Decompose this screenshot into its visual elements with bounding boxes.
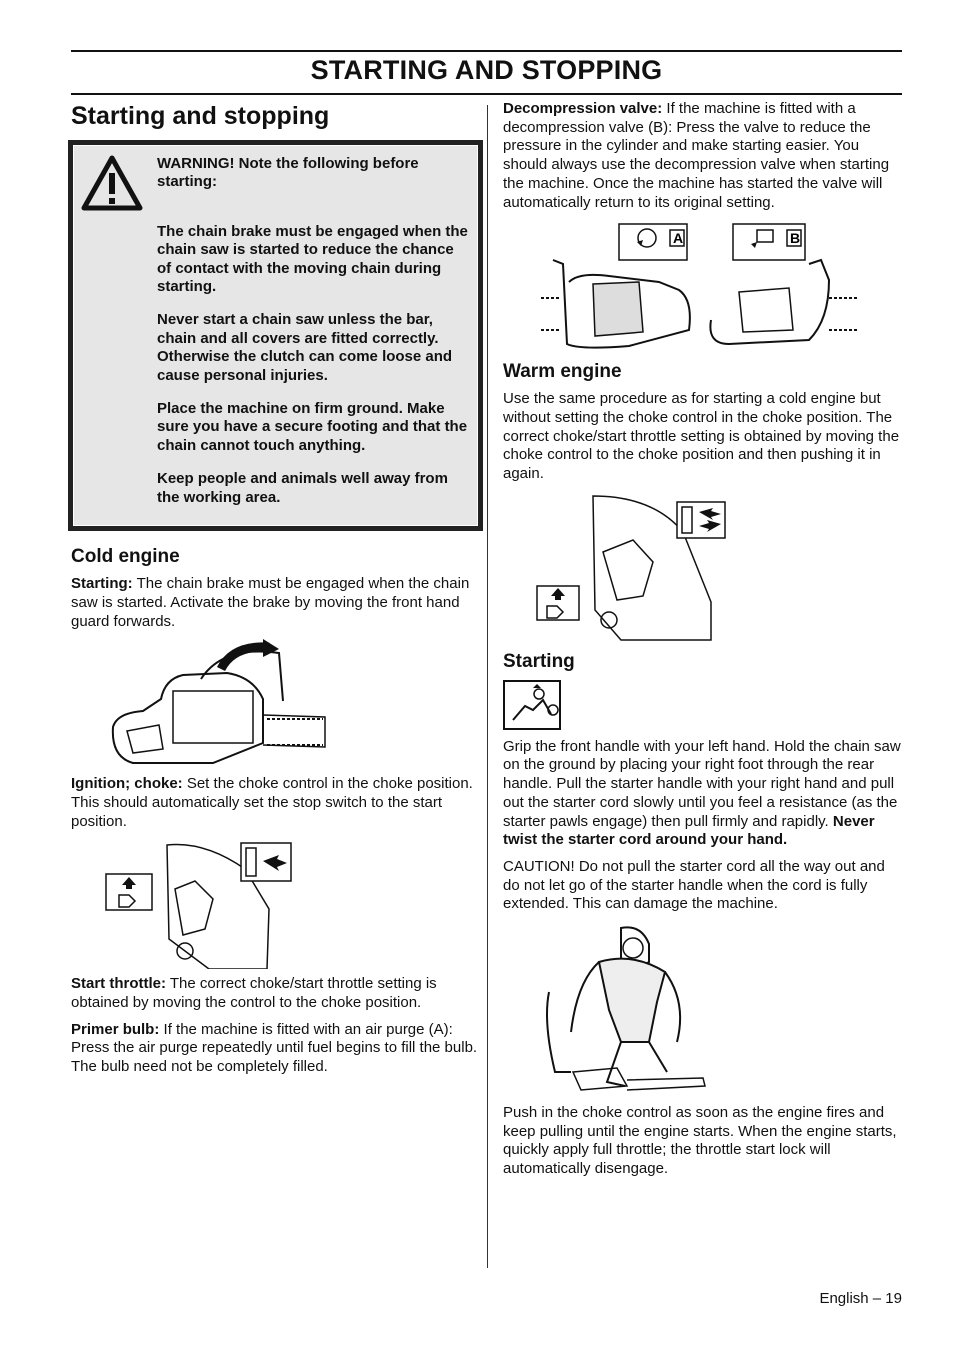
column-divider bbox=[487, 105, 488, 1268]
warning-box bbox=[68, 140, 483, 531]
operator-starting-illustration bbox=[537, 922, 717, 1098]
read-manual-symbol bbox=[503, 680, 563, 732]
choke-illustration bbox=[105, 839, 305, 969]
section-title: Starting and stopping bbox=[71, 102, 330, 130]
header-rule-bottom bbox=[71, 93, 902, 95]
final-paragraph: Push in the choke control as soon as the engine fires and keep pulling until the engine starts. When the engine starts, quickly apply full throttle; the throttle start lock will automatically disengage. bbox=[503, 1104, 897, 1178]
cold-ignition-paragraph: Ignition; choke: Set the choke control in the choke position. This should automatically set the stop switch to the start position. bbox=[71, 775, 473, 830]
warm-engine-title: Warm engine bbox=[503, 361, 622, 383]
warning-triangle-icon bbox=[81, 155, 143, 211]
chainsaw-icon bbox=[113, 673, 263, 763]
warning-paragraph-4: Keep people and animals well away from the working area. bbox=[157, 470, 448, 506]
starting-paragraph: Grip the front handle with your left hand. Hold the chain saw on the ground by placing your right foot through the rear handle. Pull the starter handle with your right hand and pull out the starter cord slowly until you feel a resistance (as the starter pawls engage) then pull firmly and rapidly. Never twist the starter cord around your hand. bbox=[503, 737, 901, 849]
callout-b: B bbox=[790, 230, 801, 247]
starting-title: Starting bbox=[503, 650, 575, 672]
warning-paragraph-2: Never start a chain saw unless the bar, chain and all covers are fitted correctly. Otherwise the clutch can come loose and cause personal injuries. bbox=[157, 311, 453, 384]
caution-paragraph: CAUTION! Do not pull the starter cord all the way out and do not let go of the starter handle when the cord is fully extended. This can damage the machine. bbox=[503, 857, 885, 913]
decompression-paragraph: Decompression valve: If the machine is fitted with a decompression valve (B): Press the valve to reduce the pressure in the cylinder and make starting easier. You should always use the decompression valve when starting the machine. Once the machine has started the valve will automatically return to its original setting. bbox=[503, 100, 890, 211]
callout-a: A bbox=[673, 230, 684, 247]
header-rule-top bbox=[71, 50, 902, 52]
page-header-title: STARTING AND STOPPING bbox=[310, 55, 663, 85]
right-column bbox=[503, 100, 903, 1187]
page-number: English – 19 bbox=[819, 1290, 902, 1307]
chainsaw-chain-brake-illustration bbox=[103, 639, 363, 769]
warning-paragraph-1: The chain brake must be engaged when the chain saw is started to reduce the chance of contact with the moving chain during starting. bbox=[157, 222, 468, 296]
cold-engine-title: Cold engine bbox=[71, 546, 180, 568]
cold-primer-paragraph: Primer bulb: If the machine is fitted with an air purge (A): Press the air purge repeatedly until fuel begins to fill the bulb. The bulb need not be completely filled. bbox=[71, 1020, 478, 1076]
cold-throttle-paragraph: Start throttle: The correct choke/start throttle setting is obtained by moving the control to the choke position. bbox=[71, 975, 437, 1012]
cold-starting-paragraph: Starting: The chain brake must be engaged when the chain saw is started. Activate the brake by moving the front hand guard forwards. bbox=[71, 575, 470, 630]
warm-engine-choke-illustration bbox=[533, 492, 763, 644]
decompression-illustration bbox=[539, 220, 899, 354]
warning-paragraph-3: Place the machine on firm ground. Make sure you have a secure footing and that the chain cannot touch anything. bbox=[157, 400, 468, 454]
warm-engine-paragraph: Use the same procedure as for starting a cold engine but without setting the choke control in the choke position. The correct choke/start throttle setting is obtained by moving the choke control to the choke position and then pushing it in again. bbox=[503, 390, 900, 483]
left-column bbox=[71, 100, 481, 1085]
warning-heading: WARNING! Note the following before starting: bbox=[157, 155, 419, 191]
